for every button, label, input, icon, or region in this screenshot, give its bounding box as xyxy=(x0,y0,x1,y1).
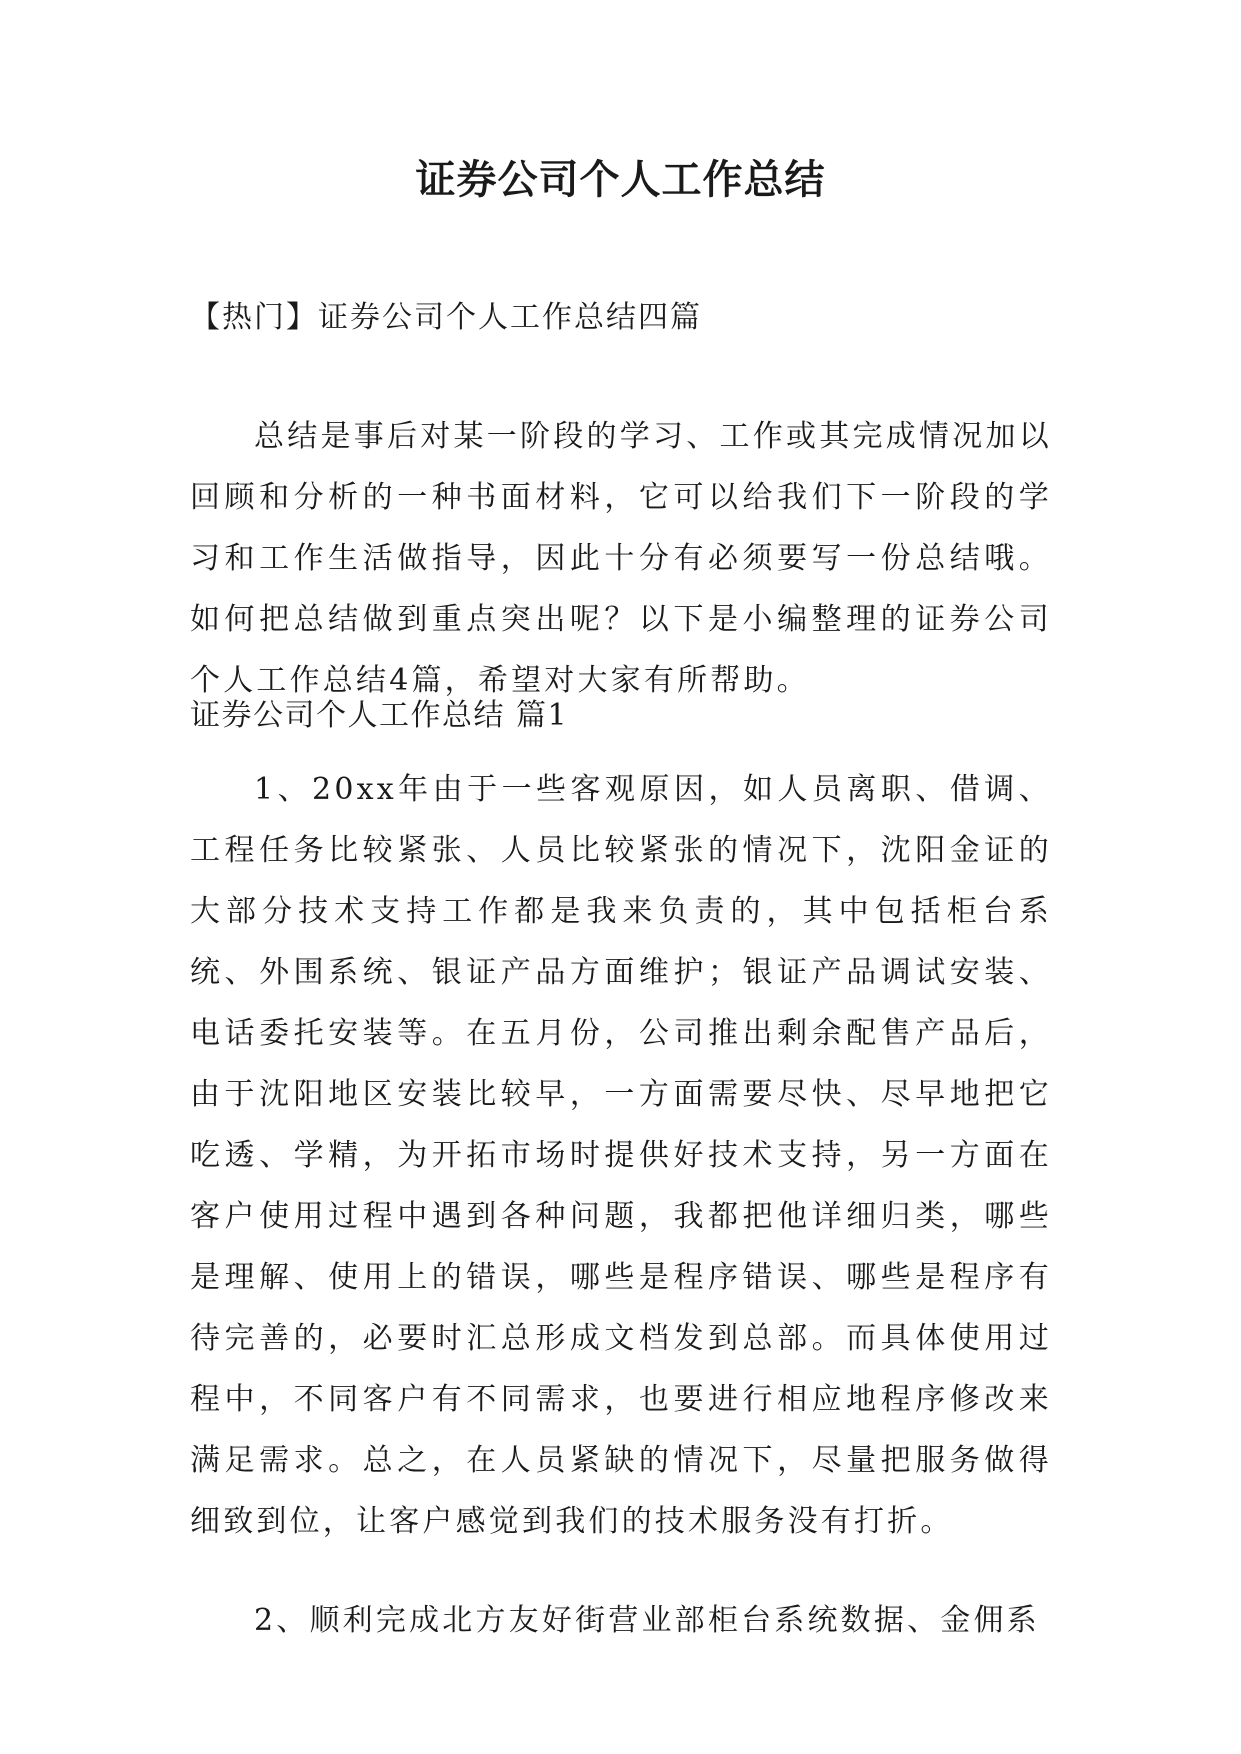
document-subtitle: 【热门】证券公司个人工作总结四篇 xyxy=(190,300,702,335)
intro-paragraph: 总结是事后对某一阶段的学习、工作或其完成情况加以回顾和分析的一种书面材料，它可以给我们下一阶段的学习和工作生活做指导，因此十分有必须要写一份总结哦。如何把总结做到重点突出呢？以下是小编整理的证券公司个人工作总结4篇，希望对大家有所帮助。 xyxy=(190,419,1052,698)
item-2-block xyxy=(190,1590,1052,1651)
section-heading: 证券公司个人工作总结 篇1 xyxy=(190,698,569,733)
item-1-paragraph: 1、20xx年由于一些客观原因，如人员离职、借调、工程任务比较紧张、人员比较紧张的情况下，沈阳金证的大部分技术支持工作都是我来负责的，其中包括柜台系统、外围系统、银证产品方面维护；银证产品调试安装、电话委托安装等。在五月份，公司推出剩余配售产品后，由于沈阳地区安装比较早，一方面需要尽快、尽早地把它吃透、学精，为开拓市场时提供好技术支持，另一方面在客户使用过程中遇到各种问题，我都把他详细归类，哪些是理解、使用上的错误，哪些是程序错误、哪些是程序有待完善的，必要时汇总形成文档发到总部。而具体使用过程中，不同客户有不同需求，也要进行相应地程序修改来满足需求。总之，在人员紧缺的情况下，尽量把服务做得细致到位，让客户感觉到我们的技术服务没有打折。 xyxy=(190,772,1052,1539)
item-1-block xyxy=(190,759,1052,1552)
item-2-paragraph: 2、顺利完成北方友好街营业部柜台系统数据、金佣系 xyxy=(254,1603,1040,1638)
intro-paragraph-block xyxy=(190,406,1052,711)
document-title: 证券公司个人工作总结 xyxy=(415,157,826,203)
